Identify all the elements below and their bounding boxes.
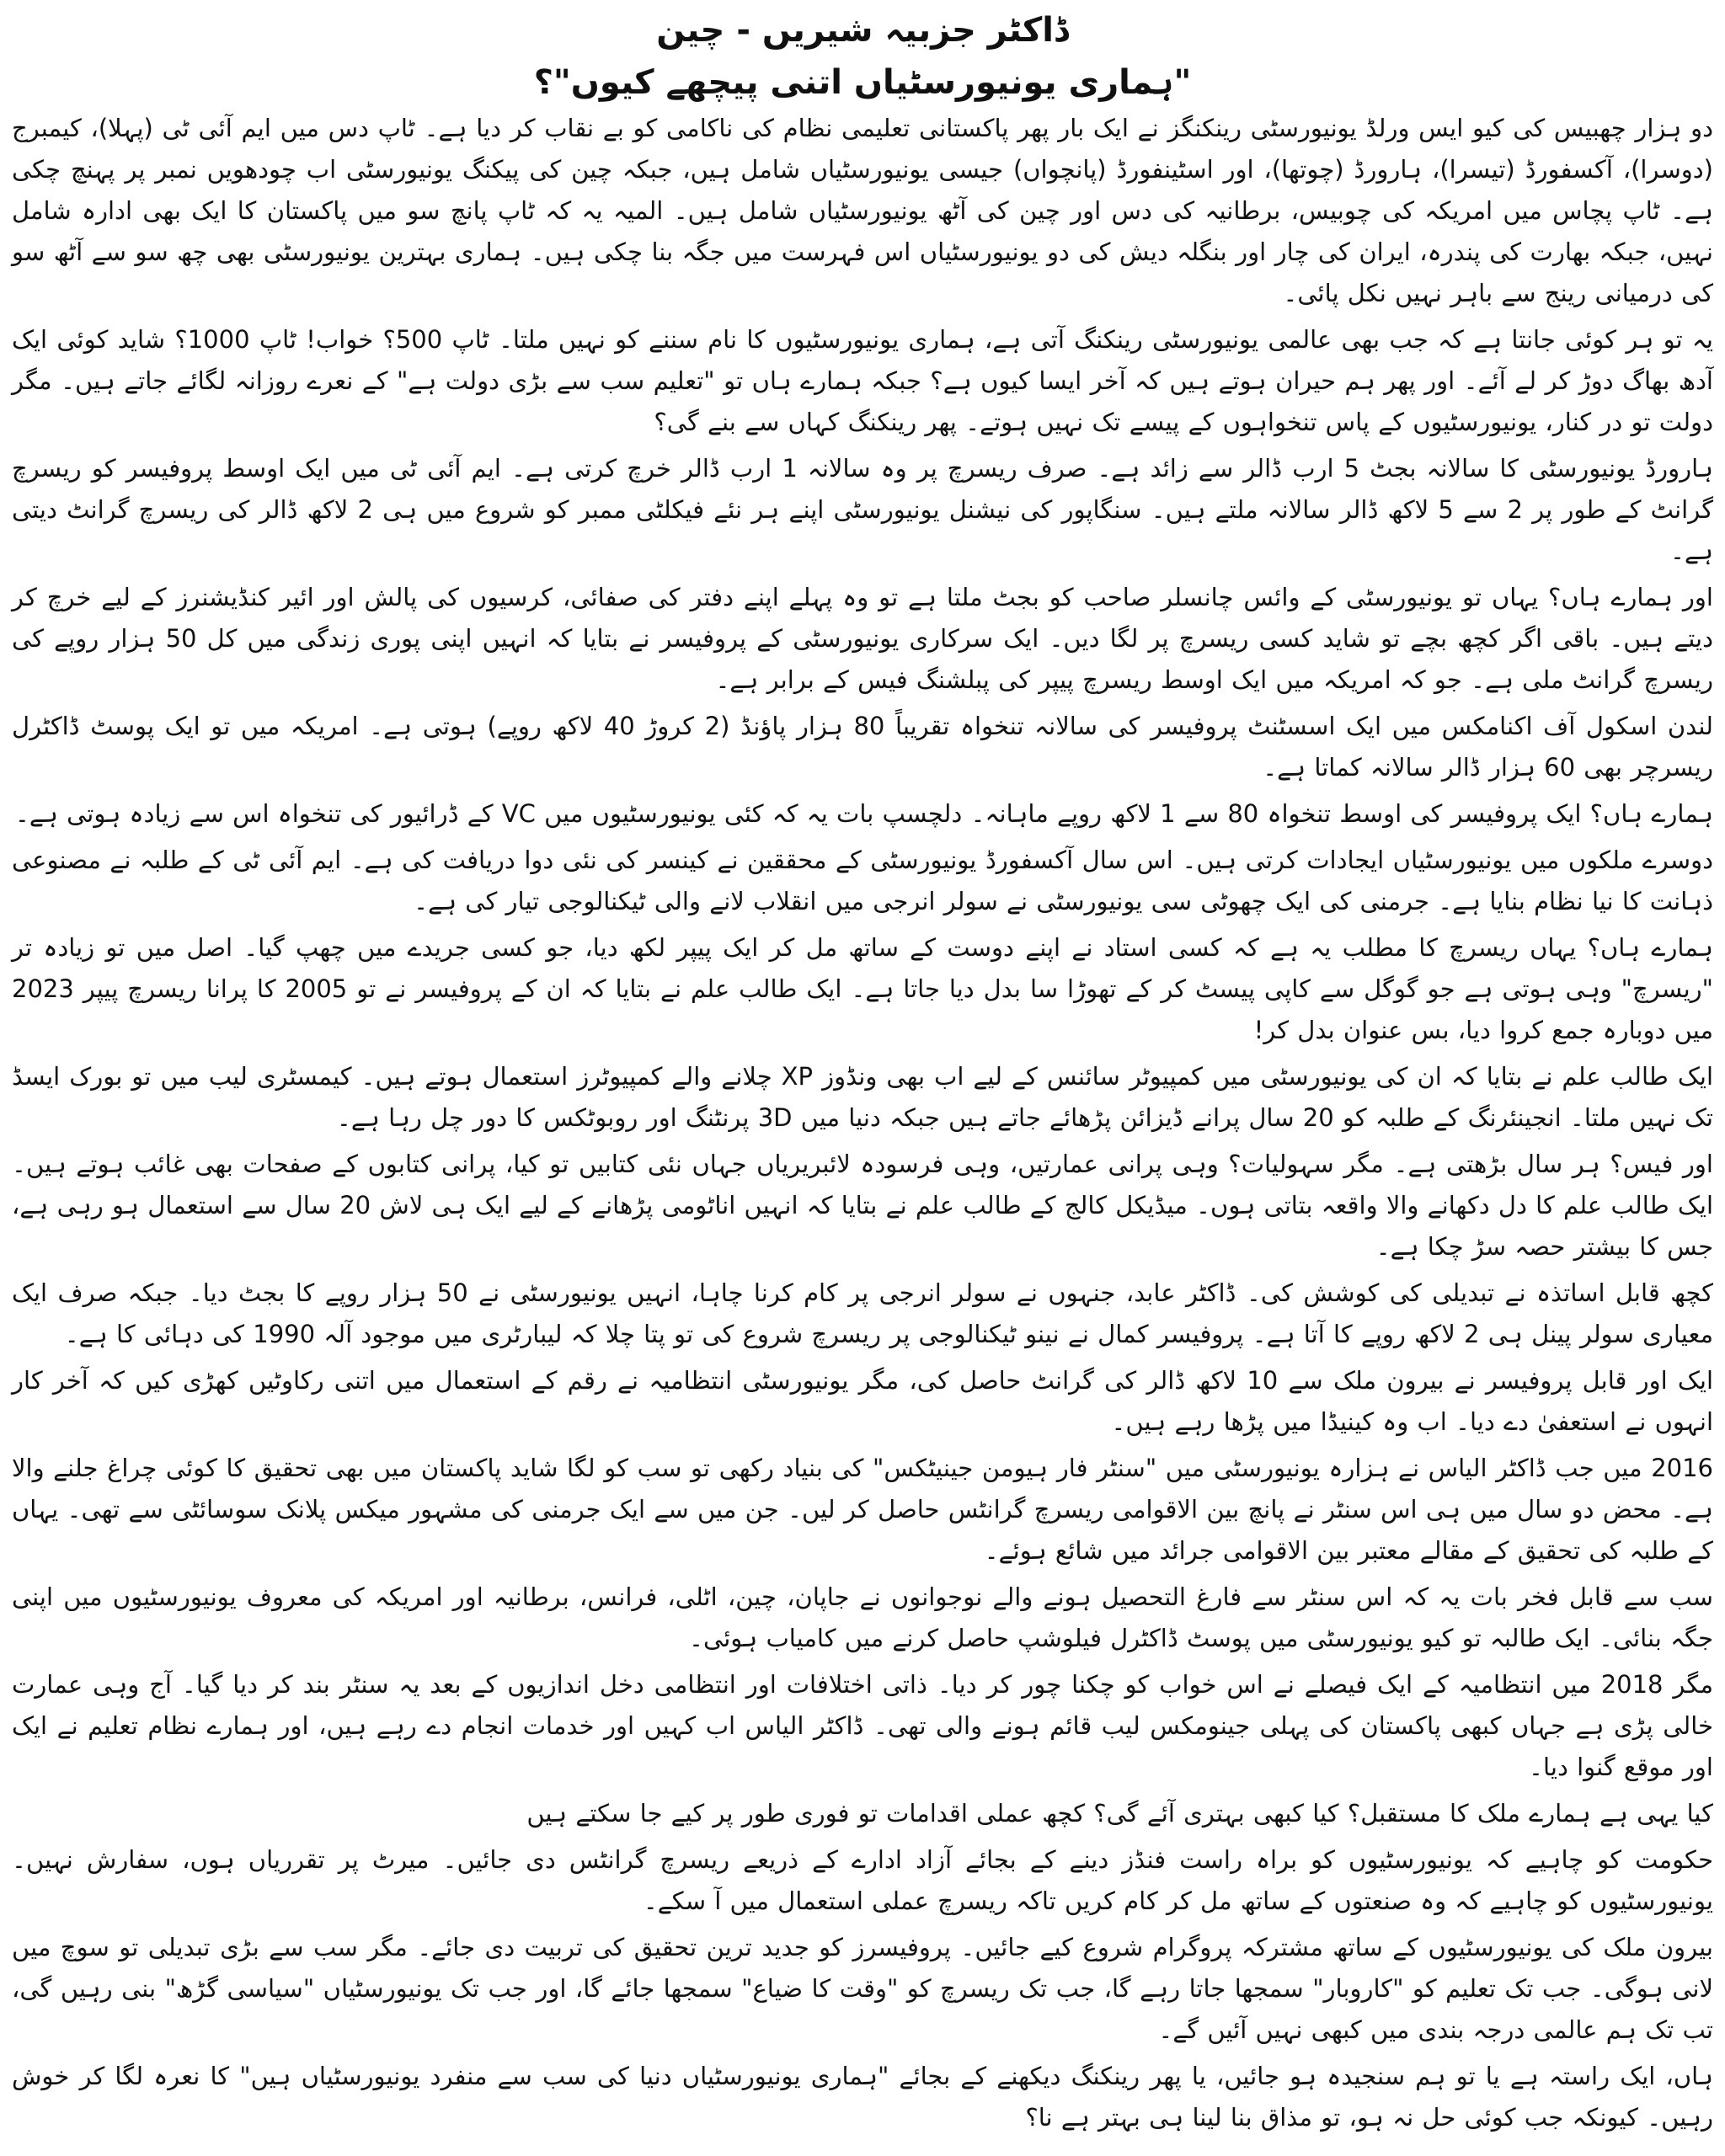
paragraph-genetics-center: 2016 میں جب ڈاکٹر الیاس نے ہزارہ یونیورسٹی میں "سنٹر فار ہیومن جینیٹکس" کی بنیاد رکھی تو سب کو لگا شاید پاکستان میں بھی تحقیق کا کوئی چراغ جلنے والا ہے۔ محض دو سال میں ہی اس سنٹر نے پانچ بین الاقوامی ریسرچ گرانٹس حاصل کر لیں۔ جن میں سے ایک جرمنی کی مشہور میکس پلانک سوسائٹی سے تھی۔ یہاں کے طلبہ کی تحقیق کے مقالے معتبر بین الاقوامی جرائد میں شائع ہوئے۔ (12, 1454, 1713, 1565)
paragraph-future-question: کیا یہی ہے ہمارے ملک کا مستقبل؟ کیا کبھی بہتری آئے گی؟ کچھ عملی اقدامات تو فوری طور پر کیے جا سکتے ہیں (526, 1799, 1713, 1828)
paragraph-local-research: ہمارے ہاں؟ یہاں ریسرچ کا مطلب یہ ہے کہ کسی استاد نے اپنے دوست کے ساتھ مل کر ایک پیپر لکھ دیا، جو کسی جریدے میں چھپ گیا۔ اصل میں تو زیادہ تر "ریسرچ" وہی ہوتی ہے جو گوگل سے کاپی پیسٹ کر کے تھوڑا سا بدل دیا جاتا ہے۔ ایک طالب علم نے بتایا کہ ان کے پروفیسر نے تو 2005 کا پرانا ریسرچ پیپر 2023 میں دوبارہ جمع کروا دیا، بس عنوان بدل کر! (12, 933, 1713, 1044)
paragraph-foreign-budgets: ہارورڈ یونیورسٹی کا سالانہ بجٹ 5 ارب ڈالر سے زائد ہے۔ صرف ریسرچ پر وہ سالانہ 1 ارب ڈالر خرچ کرتی ہے۔ ایم آئی ٹی میں ایک اوسط پروفیسر کو ریسرچ گرانٹ کے طور پر 2 سے 5 لاکھ ڈالر سالانہ ملتے ہیں۔ سنگاپور کی نیشنل یونیورسٹی اپنے ہر نئے فیکلٹی ممبر کو شروع میں ہی 2 لاکھ ڈالر کی ریسرچ گرانٹ دیتی ہے۔ (12, 454, 1713, 565)
paragraph-rankings-question: یہ تو ہر کوئی جانتا ہے کہ جب بھی عالمی یونیورسٹی رینکنگ آتی ہے، ہماری یونیورسٹیوں کا نام سننے کو نہیں ملتا۔ ٹاپ 500؟ خواب! ٹاپ 1000؟ شاید کوئی ایک آدھ بھاگ دوڑ کر لے آئے۔ اور پھر ہم حیران ہوتے ہیں کہ آخر ایسا کیوں ہے؟ جبکہ ہمارے ہاں تو "تعلیم سب سے بڑی دولت ہے" کے نعرے روزانہ لگائے جاتے ہیں۔ مگر دولت تو در کنار، یونیورسٹیوں کے پاس تنخواہوں کے پیسے تک نہیں ہوتے۔ پھر رینکنگ کہاں سے بنے گی؟ (12, 325, 1713, 436)
paragraph-center-closure: مگر 2018 میں انتظامیہ کے ایک فیصلے نے اس خواب کو چکنا چور کر دیا۔ ذاتی اختلافات اور انتظامی دخل اندازیوں کے بعد یہ سنٹر بند کر دیا گیا۔ آج وہی عمارت خالی پڑی ہے جہاں کبھی پاکستان کی پہلی جینومکس لیب قائم ہونے والی تھی۔ ڈاکٹر الیاس اب کہیں اور خدمات انجام دے رہے ہیں، اور ہمارے نظام تعلیم نے ایک اور موقع گنوا دیا۔ (12, 1670, 1713, 1781)
paragraph-mindset-change: بیرون ملک کی یونیورسٹیوں کے ساتھ مشترکہ پروگرام شروع کیے جائیں۔ پروفیسرز کو جدید ترین تحقیق کی تربیت دی جائے۔ مگر سب سے بڑی تبدیلی تو سوچ میں لانی ہوگی۔ جب تک تعلیم کو "کاروبار" سمجھا جاتا رہے گا، جب تک ریسرچ کو "وقت کا ضیاع" سمجھا جائے گا، اور جب تک یونیورسٹیاں "سیاسی گڑھ" بنی رہیں گی، تب تک ہم عالمی درجہ بندی میں کبھی نہیں آئیں گے۔ (12, 1933, 1713, 2044)
paragraph-local-salaries: ہمارے ہاں؟ ایک پروفیسر کی اوسط تنخواہ 80 سے 1 لاکھ روپے ماہانہ۔ دلچسپ بات یہ کہ کئی یونیورسٹیوں میں VC کے ڈرائیور کی تنخواہ اس سے زیادہ ہوتی ہے۔ (14, 799, 1713, 828)
paragraph-center-alumni: سب سے قابل فخر بات یہ کہ اس سنٹر سے فارغ التحصیل ہونے والے نوجوانوں نے جاپان، چین، اٹلی، فرانس، برطانیہ اور امریکہ کی معروف یونیورسٹیوں میں اپنی جگہ بنائی۔ ایک طالبہ تو کیو یونیورسٹی میں پوسٹ ڈاکٹرل فیلوشپ حاصل کرنے میں کامیاب ہوئی۔ (12, 1582, 1713, 1652)
author-line: ڈاکٹر جزبیہ شیریں - چین (656, 11, 1069, 50)
paragraph-teacher-efforts: کچھ قابل اساتذہ نے تبدیلی کی کوشش کی۔ ڈاکٹر عابد، جنہوں نے سولر انرجی پر کام کرنا چاہا، انہیں یونیورسٹی نے 50 ہزار روپے کا بجٹ دیا۔ جبکہ صرف ایک معیاری سولر پینل ہی 2 لاکھ روپے کا آتا ہے۔ پروفیسر کمال نے نینو ٹیکنالوجی پر ریسرچ شروع کی تو پتا چلا کہ لیبارٹری میں موجود آلہ 1990 کی دہائی کا ہے۔ (12, 1278, 1713, 1348)
paragraph-grant-obstacles: ایک اور قابل پروفیسر نے بیرون ملک سے 10 لاکھ ڈالر کی گرانٹ حاصل کی، مگر یونیورسٹی انتظامیہ نے رقم کے استعمال میں اتنی رکاوٹیں کھڑی کیں کہ آخر کار انہوں نے استعفیٰ دے دیا۔ اب وہ کینیڈا میں پڑھا رہے ہیں۔ (12, 1366, 1713, 1436)
paragraph-foreign-inventions: دوسرے ملکوں میں یونیورسٹیاں ایجادات کرتی ہیں۔ اس سال آکسفورڈ یونیورسٹی کے محققین نے کینسر کی نئی دوا دریافت کی ہے۔ ایم آئی ٹی کے طلبہ نے مصنوعی ذہانت کا نیا نظام بنایا ہے۔ جرمنی کی ایک چھوٹی سی یونیورسٹی نے سولر انرجی میں انقلاب لانے والی ٹیکنالوجی تیار کی ہے۔ (12, 846, 1713, 915)
paragraph-conclusion: ہاں، ایک راستہ ہے یا تو ہم سنجیدہ ہو جائیں، یا پھر رینکنگ دیکھنے کے بجائے "ہماری یونیورسٹیاں دنیا کی سب سے منفرد یونیورسٹیاں ہیں" کا نعرہ لگا کر خوش رہیں۔ کیونکہ جب کوئی حل نہ ہو، تو مذاق بنا لینا ہی بہتر ہے نا؟ (12, 2062, 1713, 2132)
article-body (12, 108, 1713, 2138)
article-headline: "ہماری یونیورسٹیاں اتنی پیچھے کیوں"؟ (533, 63, 1192, 102)
paragraph-government-steps: حکومت کو چاہیے کہ یونیورسٹیوں کو براہ راست فنڈز دینے کے بجائے آزاد ادارے کے ذریعے ریسرچ گرانٹس دی جائیں۔ میرٹ پر تقرریاں ہوں، سفارش نہیں۔ یونیورسٹیوں کو چاہیے کہ وہ صنعتوں کے ساتھ مل کر کام کریں تاکہ ریسرچ عملی استعمال میں آ سکے۔ (12, 1845, 1713, 1915)
paragraph-outdated-equipment: ایک طالب علم نے بتایا کہ ان کی یونیورسٹی میں کمپیوٹر سائنس کے لیے اب بھی ونڈوز XP چلانے والے کمپیوٹرز استعمال ہوتے ہیں۔ کیمسٹری لیب میں تو بورک ایسڈ تک نہیں ملتا۔ انجینئرنگ کے طلبہ کو 20 سال پرانے ڈیزائن پڑھائے جاتے ہیں جبکہ دنیا میں 3D پرنٹنگ اور روبوٹکس کا دور چل رہا ہے۔ (12, 1062, 1713, 1132)
paragraph-fees-facilities: اور فیس؟ ہر سال بڑھتی ہے۔ مگر سہولیات؟ وہی پرانی عمارتیں، وہی فرسودہ لائبریریاں جہاں نئی کتابیں تو کیا، پرانی کتابوں کے صفحات بھی غائب ہوتے ہیں۔ ایک طالب علم کا دل دکھانے والا واقعہ بتاتی ہوں۔ میڈیکل کالج کے طالب علم نے بتایا کہ انہیں اناٹومی پڑھانے کے لیے ایک ہی لاش 20 سال سے استعمال ہو رہی ہے، جس کا بیشتر حصہ سڑ چکا ہے۔ (12, 1150, 1714, 1261)
paragraph-rankings-overview: دو ہزار چھبیس کی کیو ایس ورلڈ یونیورسٹی رینکنگز نے ایک بار پھر پاکستانی تعلیمی نظام کی ناکامی کو بے نقاب کر دیا ہے۔ ٹاپ دس میں ایم آئی ٹی (پہلا)، کیمبرج (دوسرا)، آکسفورڈ (تیسرا)، ہارورڈ (چوتھا)، اور اسٹینفورڈ (پانچواں) جیسی یونیورسٹیاں شامل ہیں، جبکہ چین کی پیکنگ یونیورسٹی اب چودھویں نمبر پر پہنچ چکی ہے۔ ٹاپ پچاس میں امریکہ کی چوبیس، برطانیہ کی دس اور چین کی آٹھ یونیورسٹیاں شامل ہیں۔ المیہ یہ کہ ٹاپ پانچ سو میں پاکستان کا ایک بھی ادارہ شامل نہیں، جبکہ بھارت کی پندرہ، ایران کی چار اور بنگلہ دیش کی دو یونیورسٹیاں اس فہرست میں جگہ بنا چکی ہیں۔ ہماری بہترین یونیورسٹی بھی چھ سو سے آٹھ سو کی درمیانی رینج سے باہر نہیں نکل پائی۔ (12, 114, 1713, 307)
paragraph-foreign-salaries: لندن اسکول آف اکنامکس میں ایک اسسٹنٹ پروفیسر کی سالانہ تنخواہ تقریباً 80 ہزار پاؤنڈ (2 کروڑ 40 لاکھ روپے) ہوتی ہے۔ امریکہ میں تو ایک پوسٹ ڈاکٹرل ریسرچر بھی 60 ہزار ڈالر سالانہ کماتا ہے۔ (12, 712, 1713, 782)
paragraph-local-budgets: اور ہمارے ہاں؟ یہاں تو یونیورسٹی کے وائس چانسلر صاحب کو بجٹ ملتا ہے تو وہ پہلے اپنے دفتر کی صفائی، کرسیوں کی پالش اور ائیر کنڈیشنرز کے لیے خرچ کر دیتے ہیں۔ باقی اگر کچھ بچے تو شاید کسی ریسرچ پر لگا دیں۔ ایک سرکاری یونیورسٹی کے پروفیسر نے بتایا کہ انہیں اپنی پوری زندگی میں کل 50 ہزار روپے کی ریسرچ گرانٹ ملی ہے۔ جو کہ امریکہ میں ایک اوسط ریسرچ پیپر کی پبلشنگ فیس کے برابر ہے۔ (12, 583, 1714, 694)
